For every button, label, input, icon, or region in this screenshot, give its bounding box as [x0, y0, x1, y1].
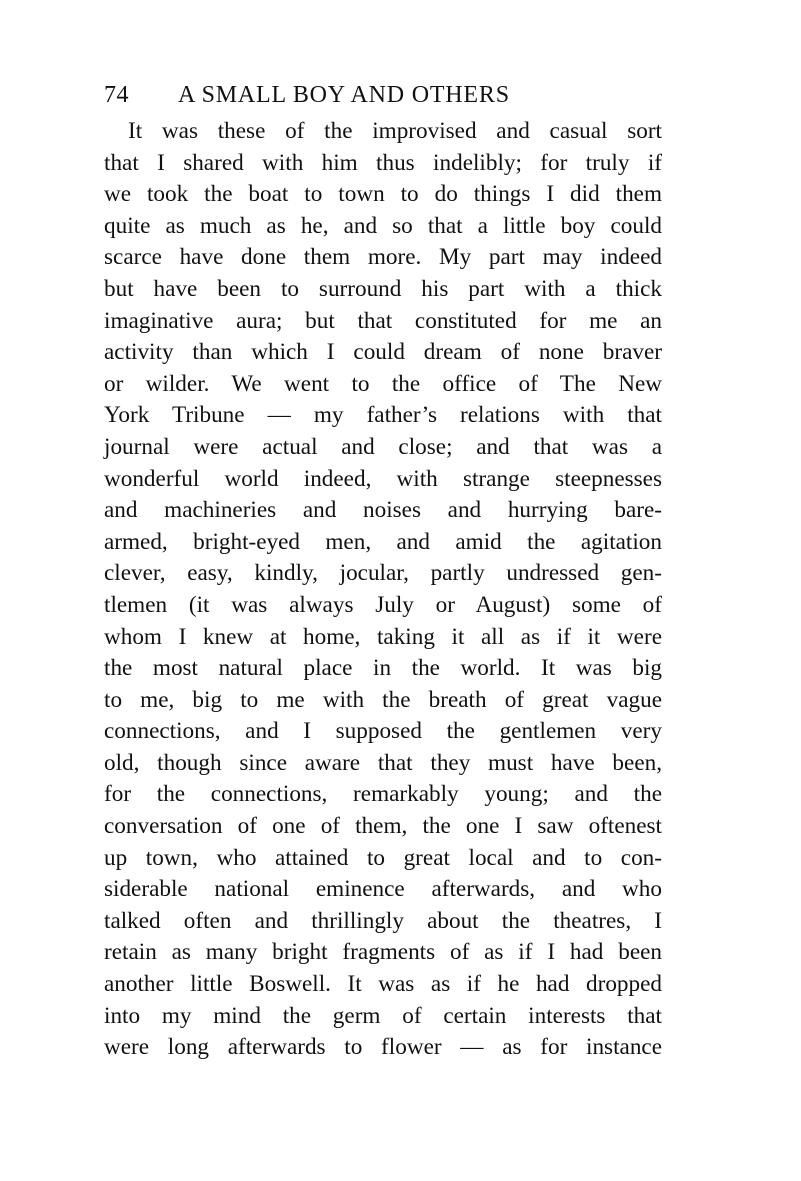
text-line: scarce have done them more. My part may indeed: [104, 244, 662, 271]
running-title: A SMALL BOY AND OTHERS: [178, 82, 510, 108]
text-line: up town, who attained to great local and to con-: [104, 844, 662, 871]
text-line: talked often and thrillingly about the theatres, I: [104, 907, 662, 934]
text-line: were long afterwards to flower — as for instance: [104, 1034, 662, 1061]
text-line: York Tribune — my father’s relations with that: [104, 402, 662, 429]
text-line: into my mind the germ of certain interests that: [104, 1002, 662, 1029]
text-line: connections, and I supposed the gentlemen very: [104, 718, 662, 745]
text-line: old, though since aware that they must have been,: [104, 749, 662, 776]
text-line: siderable national eminence afterwards, and who: [104, 876, 662, 903]
text-line: armed, bright-eyed men, and amid the agitation: [104, 528, 662, 555]
text-line: that I shared with him thus indelibly; for truly if: [104, 149, 662, 176]
text-line: retain as many bright fragments of as if I had been: [104, 939, 662, 966]
text-line: to me, big to me with the breath of great vague: [104, 686, 662, 713]
text-line: conversation of one of them, the one I saw oftenest: [104, 813, 662, 840]
text-line: or wilder. We went to the office of The New: [104, 370, 662, 397]
text-line: another little Boswell. It was as if he had dropped: [104, 971, 662, 998]
text-line: imaginative aura; but that constituted for me an: [104, 307, 662, 334]
text-line: for the connections, remarkably young; and the: [104, 781, 662, 808]
text-line: but have been to surround his part with a thick: [104, 275, 662, 302]
running-head: [104, 82, 662, 114]
text-line: and machineries and noises and hurrying bare-: [104, 497, 662, 524]
text-line: wonderful world indeed, with strange steepnesses: [104, 465, 662, 492]
book-page: [104, 82, 662, 1064]
text-line: we took the boat to town to do things I did them: [104, 181, 662, 208]
page-number: 74: [104, 82, 129, 108]
text-line: the most natural place in the world. It was big: [104, 655, 662, 682]
text-line: whom I knew at home, taking it all as if it were: [104, 623, 662, 650]
text-line: clever, easy, kindly, jocular, partly undressed gen-: [104, 560, 662, 587]
body-paragraph: [104, 116, 662, 1064]
text-line: quite as much as he, and so that a little boy could: [104, 212, 662, 239]
text-line: activity than which I could dream of none braver: [104, 339, 662, 366]
text-line: It was these of the improvised and casual sort: [128, 118, 662, 144]
text-line: journal were actual and close; and that was a: [104, 433, 662, 460]
text-line: tlemen (it was always July or August) some of: [104, 591, 662, 618]
